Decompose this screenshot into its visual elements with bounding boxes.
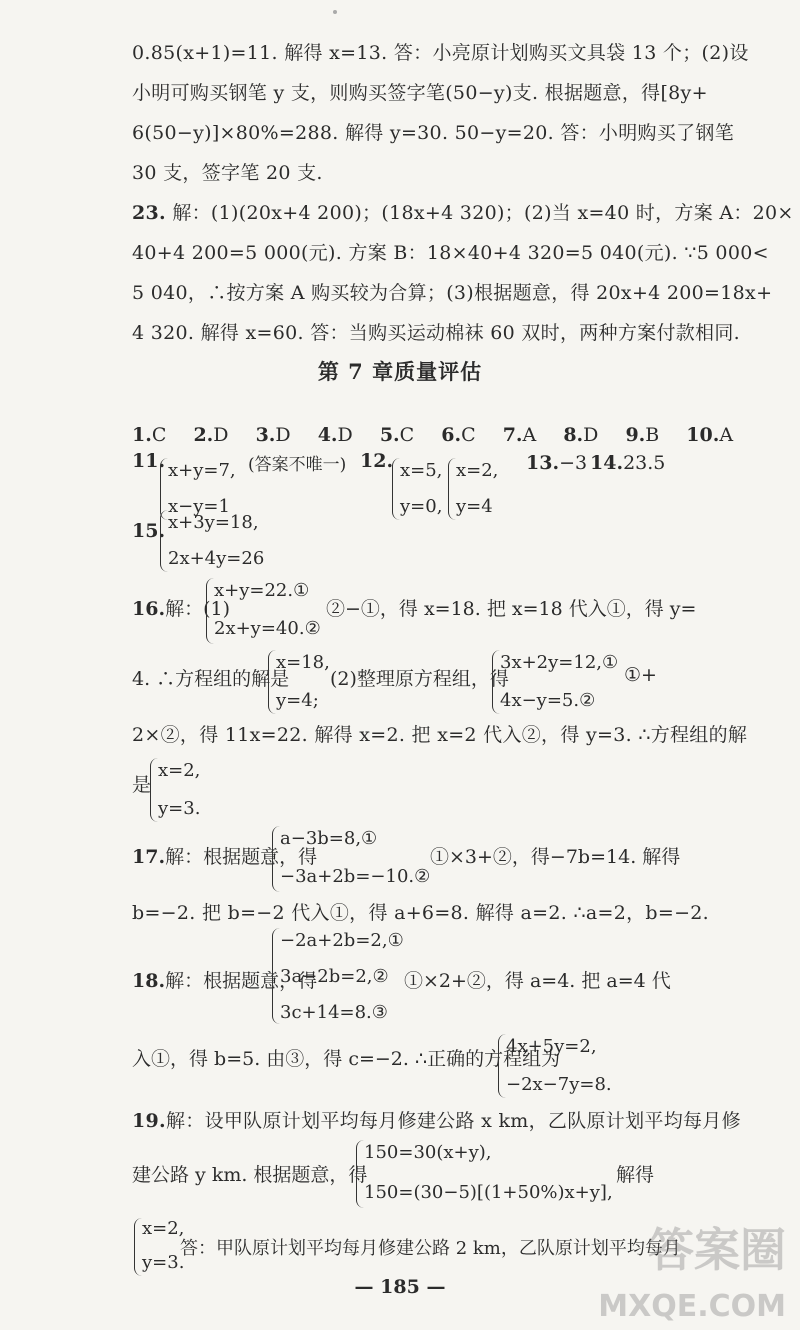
q16-intro: 16.解：(1)	[132, 598, 230, 620]
mc-item: 10.A	[686, 424, 734, 446]
q17-system	[272, 826, 431, 892]
q16-text: ②−①，得 x=18. 把 x=18 代入①，得 y=	[326, 598, 697, 620]
q19-text: 解得	[616, 1164, 655, 1186]
answer-line: 小明可购买钢笔 y 支，则购买签字笔(50−y)支. 根据题意，得[8y+	[132, 82, 708, 104]
q18-intro: 18.解：根据题意，得	[132, 970, 318, 992]
answer-line: 4 320. 解得 x=60. 答：当购买运动棉袜 60 双时，两种方案付款相同.	[132, 322, 740, 344]
equation: 4x+5y=2,	[506, 1036, 597, 1057]
q15-system	[160, 510, 300, 572]
equation: −3a+2b=−10.②	[280, 866, 431, 887]
equation: x=18,	[276, 652, 330, 673]
equation: x=2,	[142, 1218, 185, 1239]
equation: y=3.	[142, 1252, 185, 1273]
watermark-logo: 答案圈 MXQE.COM	[598, 1223, 786, 1324]
q23-line	[132, 198, 794, 225]
equation: 150=(30−5)[(1+50%)x+y],	[364, 1182, 613, 1203]
equation: y=4;	[276, 690, 319, 711]
equation: y=4	[456, 496, 493, 517]
equation: x=2,	[456, 460, 499, 481]
equation: 2x+4y=26	[168, 548, 265, 569]
mc-item: 3.D	[255, 424, 291, 446]
q12-solution-b	[448, 458, 508, 520]
q18-text: 入①，得 b=5. 由③，得 c=−2. ∴正确的方程组为	[132, 1048, 561, 1070]
q17-text: b=−2. 把 b=−2 代入①，得 a+6=8. 解得 a=2. ∴a=2，b=−2.	[132, 902, 710, 924]
mc-item: 8.D	[563, 424, 599, 446]
q19-system	[356, 1140, 616, 1208]
q11-note: (答案不唯一)	[248, 455, 347, 475]
q19-text: 建公路 y km. 根据题意，得	[132, 1164, 368, 1186]
mc-answers	[132, 424, 754, 446]
answer-line: 0.85(x+1)=11. 解得 x=13. 答：小亮原计划购买文具袋 13 个；(2)设	[132, 42, 749, 64]
equation: 4x−y=5.②	[500, 690, 596, 711]
equation: y=0,	[400, 496, 443, 517]
q18-system	[272, 928, 402, 1024]
q18-text: ①×2+②，得 a=4. 把 a=4 代	[404, 970, 671, 992]
equation: x+y=22.①	[214, 580, 310, 601]
q16-text: (2)整理原方程组，得	[330, 668, 509, 690]
equation: x+y=7,	[168, 460, 236, 481]
q19-text: 答：甲队原计划平均每月修建公路 2 km，乙队原计划平均每月	[180, 1238, 681, 1259]
mc-item: 1.C	[132, 424, 167, 446]
equation: a−3b=8,①	[280, 828, 378, 849]
equation: 3c+14=8.③	[280, 1002, 388, 1023]
equation: x=5,	[400, 460, 443, 481]
q19-solution	[134, 1218, 184, 1276]
q16-solution-1	[268, 650, 338, 714]
q14: 14.23.5	[590, 452, 666, 474]
q17-intro: 17.解：根据题意，得	[132, 846, 318, 868]
q15-number: 15.	[132, 520, 166, 542]
equation: 150=30(x+y),	[364, 1142, 492, 1163]
q12-solution-a	[392, 458, 452, 520]
section-title: 第 7 章质量评估	[317, 359, 483, 384]
q16-system-2	[492, 650, 622, 714]
answer-line: 30 支，签字笔 20 支.	[132, 162, 323, 184]
mc-item: 6.C	[441, 424, 476, 446]
q23-number: 23.	[132, 202, 166, 224]
mc-item: 7.A	[502, 424, 537, 446]
q19-line: 19.解：设甲队原计划平均每月修建公路 x km，乙队原计划平均每月修	[132, 1110, 741, 1132]
q16-text: 是	[132, 774, 152, 796]
q23-text: 解：(1)(20x+4 200)；(18x+4 320)；(2)当 x=40 时，方案 A：20×	[172, 202, 794, 224]
scan-speck	[333, 10, 337, 14]
q12-number: 12.	[360, 450, 394, 472]
equation: −2a+2b=2,①	[280, 930, 404, 951]
equation: −2x−7y=8.	[506, 1074, 612, 1095]
mc-item: 2.D	[193, 424, 229, 446]
mc-item: 5.C	[379, 424, 415, 446]
page-number: — 185 —	[354, 1276, 446, 1298]
answer-line: 40+4 200=5 000(元). 方案 B：18×40+4 320=5 040(元). ∵5 000<	[132, 242, 769, 264]
answer-line: 5 040，∴按方案 A 购买较为合算；(3)根据题意，得 20x+4 200=18x+	[132, 282, 773, 304]
answer-line: 6(50−y)]×80%=288. 解得 y=30. 50−y=20. 答：小明购买了钢笔	[132, 122, 735, 144]
equation: y=3.	[158, 798, 201, 819]
q16-text: ①+	[624, 664, 657, 686]
q18-solution	[498, 1034, 628, 1098]
equation: x−y=1	[168, 496, 230, 517]
equation: x=2,	[158, 760, 201, 781]
mc-item: 9.B	[625, 424, 660, 446]
equation: 3a−2b=2,②	[280, 966, 389, 987]
equation: 2x+y=40.②	[214, 618, 321, 639]
mc-item: 4.D	[317, 424, 353, 446]
q11-number: 11.	[132, 450, 166, 472]
q16-text: 4. ∴方程组的解是	[132, 668, 290, 690]
q16-solution-2	[150, 758, 220, 822]
equation: x+3y=18,	[168, 512, 259, 533]
q16-text: 2×②，得 11x=22. 解得 x=2. 把 x=2 代入②，得 y=3. ∴方程组的解	[132, 724, 748, 746]
q16-system-1	[206, 578, 326, 644]
q13: 13.−3	[526, 452, 588, 474]
q17-text: ①×3+②，得−7b=14. 解得	[430, 846, 681, 868]
equation: 3x+2y=12,①	[500, 652, 619, 673]
